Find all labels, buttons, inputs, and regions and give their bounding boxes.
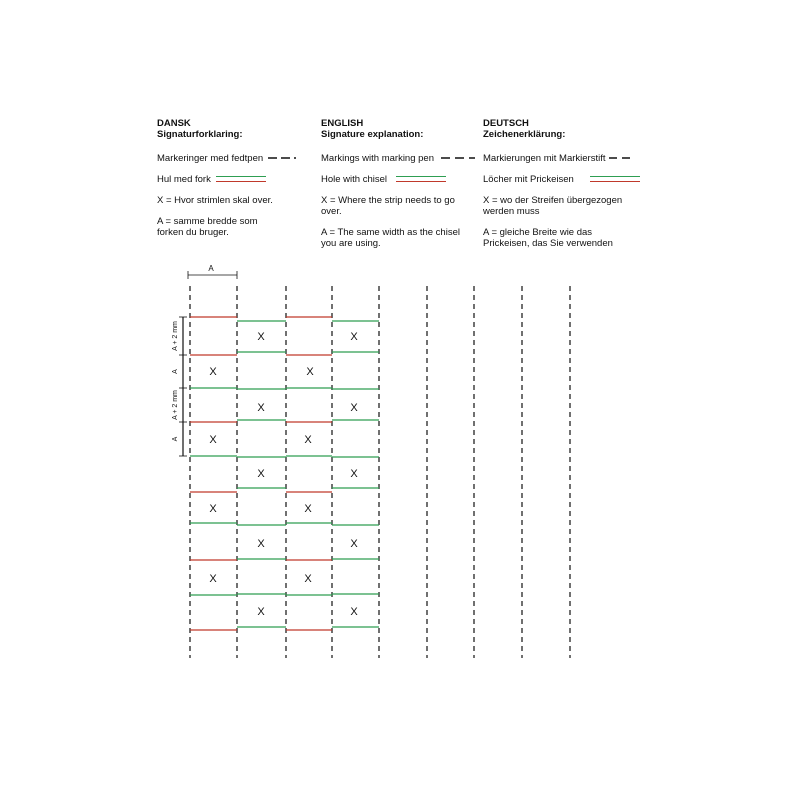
x-mark: X [209,366,217,378]
legend-x-note: X = wo der Streifen übergezogen werden muss [483,195,623,217]
x-mark: X [306,366,314,378]
x-mark: X [257,402,265,414]
language-title: ENGLISH [321,118,364,129]
x-mark: X [350,402,358,414]
x-mark: X [350,538,358,550]
width-dimension-label: A [208,264,214,273]
legend-hole-label: Löcher mit Prickeisen [483,174,574,185]
legend-a-note: A = gleiche Breite wie das Prickeisen, das Sie verwenden [483,227,613,249]
x-mark: X [257,331,265,343]
legend-marking-label: Markeringer med fedtpen [157,153,264,164]
x-mark: X [257,538,265,550]
x-mark: X [209,573,217,585]
legend-a-note: A = samme bredde som forken du bruger. [157,216,258,238]
x-mark: X [350,468,358,480]
legend-x-note: X = Hvor strimlen skal over. [157,195,273,206]
x-marks [209,331,358,618]
legend-marking-label: Markierungen mit Markierstift [483,153,606,164]
legend-a-note: A = The same width as the chisel you are using. [321,227,460,249]
dimension-annotations [172,264,237,456]
legend-heading: Signature explanation: [321,129,424,140]
x-mark: X [350,606,358,618]
x-mark: X [257,468,265,480]
legend-x-note: X = Where the strip needs to go over. [321,195,455,217]
dashed-guide-lines [190,286,570,658]
x-mark: X [304,434,312,446]
height-dimension-label: A [172,436,179,442]
height-dimension-label: A [172,369,179,374]
x-mark: X [209,434,217,446]
x-mark: X [257,606,265,618]
legend-heading: Zeichenerklärung: [483,129,566,140]
x-mark: X [304,503,312,515]
x-mark: X [350,331,358,343]
language-title: DEUTSCH [483,118,529,129]
height-dimension-label: A + 2 mm [172,390,179,420]
height-dimension-label: A + 2 mm [172,321,179,351]
legend-hole-label: Hul med fork [157,174,211,185]
x-mark: X [304,573,312,585]
legend-marking-label: Markings with marking pen [321,153,434,164]
x-mark: X [209,503,217,515]
legend-hole-label: Hole with chisel [321,174,387,185]
legend-heading: Signaturforklaring: [157,129,243,140]
language-title: DANSK [157,118,191,129]
